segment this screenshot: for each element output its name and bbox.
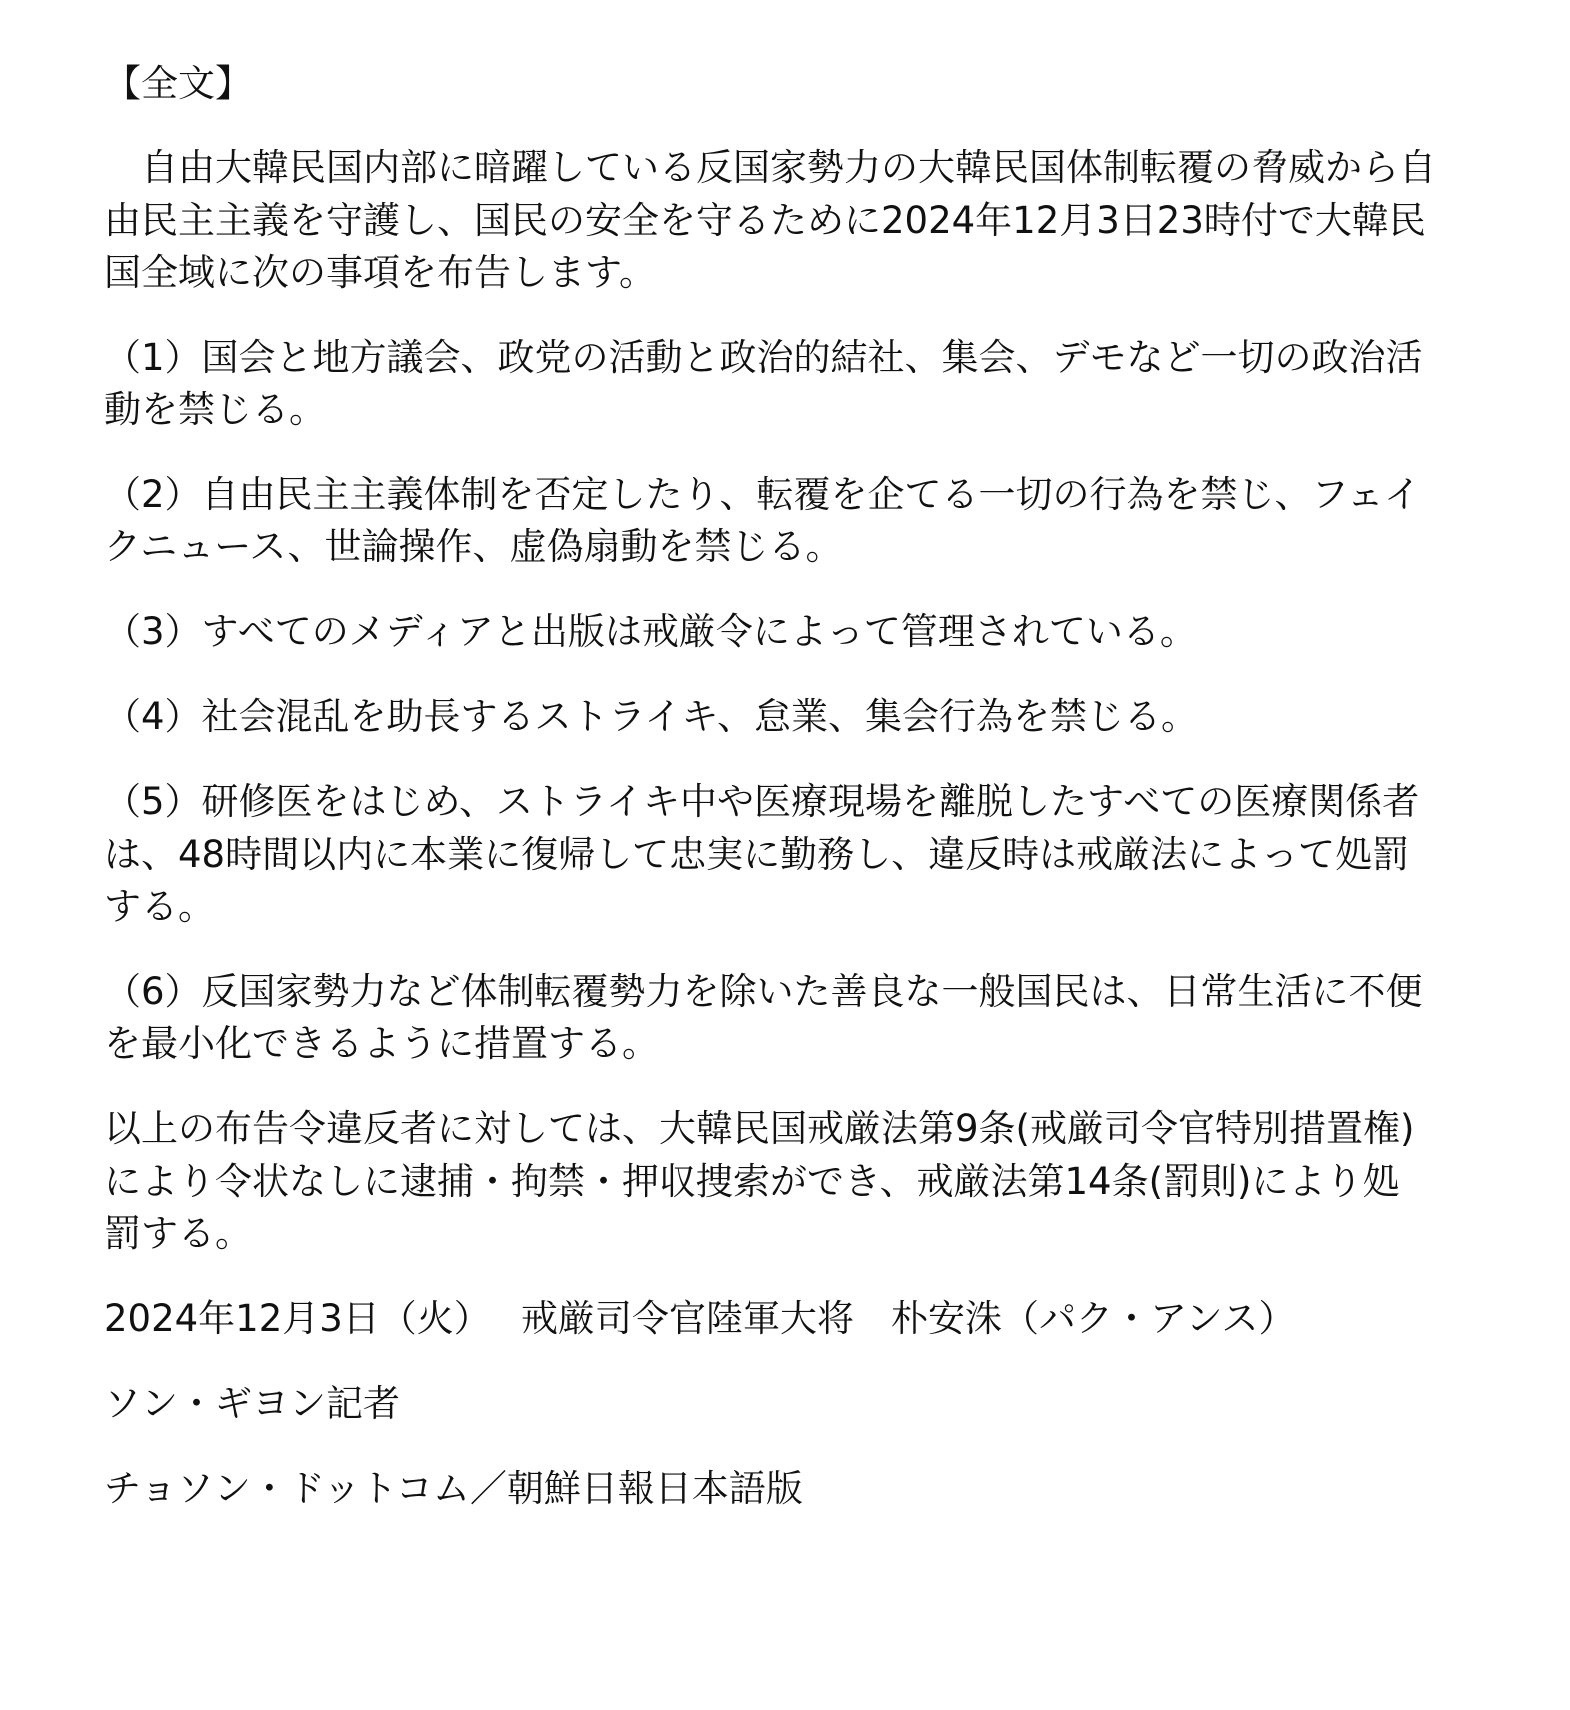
intro-line: 国全域に次の事項を布告します。 <box>104 251 657 294</box>
penalty-line: により令状なしに逮捕・拘禁・押収捜索ができ、戒厳法第14条(罰則)により処 <box>104 1160 1400 1203</box>
signature-line: 2024年12月3日（火） 戒厳司令官陸軍大将 朴安洙（パク・アンス） <box>104 1297 1296 1340</box>
item-line: （2）自由民主主義体制を否定したり、転覆を企てる一切の行為を禁じ、フェイ <box>104 473 1421 516</box>
item-line: クニュース、世論操作、虚偽扇動を禁じる。 <box>104 525 843 568</box>
item-line: （4）社会混乱を助長するストライキ、怠業、集会行為を禁じる。 <box>104 695 1198 738</box>
item-line: （3）すべてのメディアと出版は戒厳令によって管理されている。 <box>104 610 1197 653</box>
penalty-line: 以上の布告令違反者に対しては、大韓民国戒厳法第9条(戒厳司令官特別措置権) <box>104 1107 1415 1150</box>
penalty-line: 罰する。 <box>104 1212 252 1255</box>
source-credit: チョソン・ドットコム／朝鮮日報日本語版 <box>104 1467 803 1510</box>
article-heading: 【全文】 <box>104 62 252 105</box>
item-line: （1）国会と地方議会、政党の活動と政治的結社、集会、デモなど一切の政治活 <box>104 336 1423 379</box>
intro-line: 由民主主義を守護し、国民の安全を守るために2024年12月3日23時付で大韓民 <box>104 199 1426 242</box>
reporter-byline: ソン・ギヨン記者 <box>104 1382 400 1425</box>
item-line: 動を禁じる。 <box>104 388 326 431</box>
item-line: する。 <box>104 885 215 928</box>
item-line: を最小化できるように措置する。 <box>104 1022 659 1065</box>
item-line: （6）反国家勢力など体制転覆勢力を除いた善良な一般国民は、日常生活に不便 <box>104 970 1423 1013</box>
item-line: は、48時間以内に本業に復帰して忠実に勤務し、違反時は戒厳法によって処罰 <box>104 833 1410 876</box>
intro-line: 自由大韓民国内部に暗躍している反国家勢力の大韓民国体制転覆の脅威から自 <box>104 146 1436 189</box>
item-line: （5）研修医をはじめ、ストライキ中や医療現場を離脱したすべての医療関係者 <box>104 780 1420 823</box>
